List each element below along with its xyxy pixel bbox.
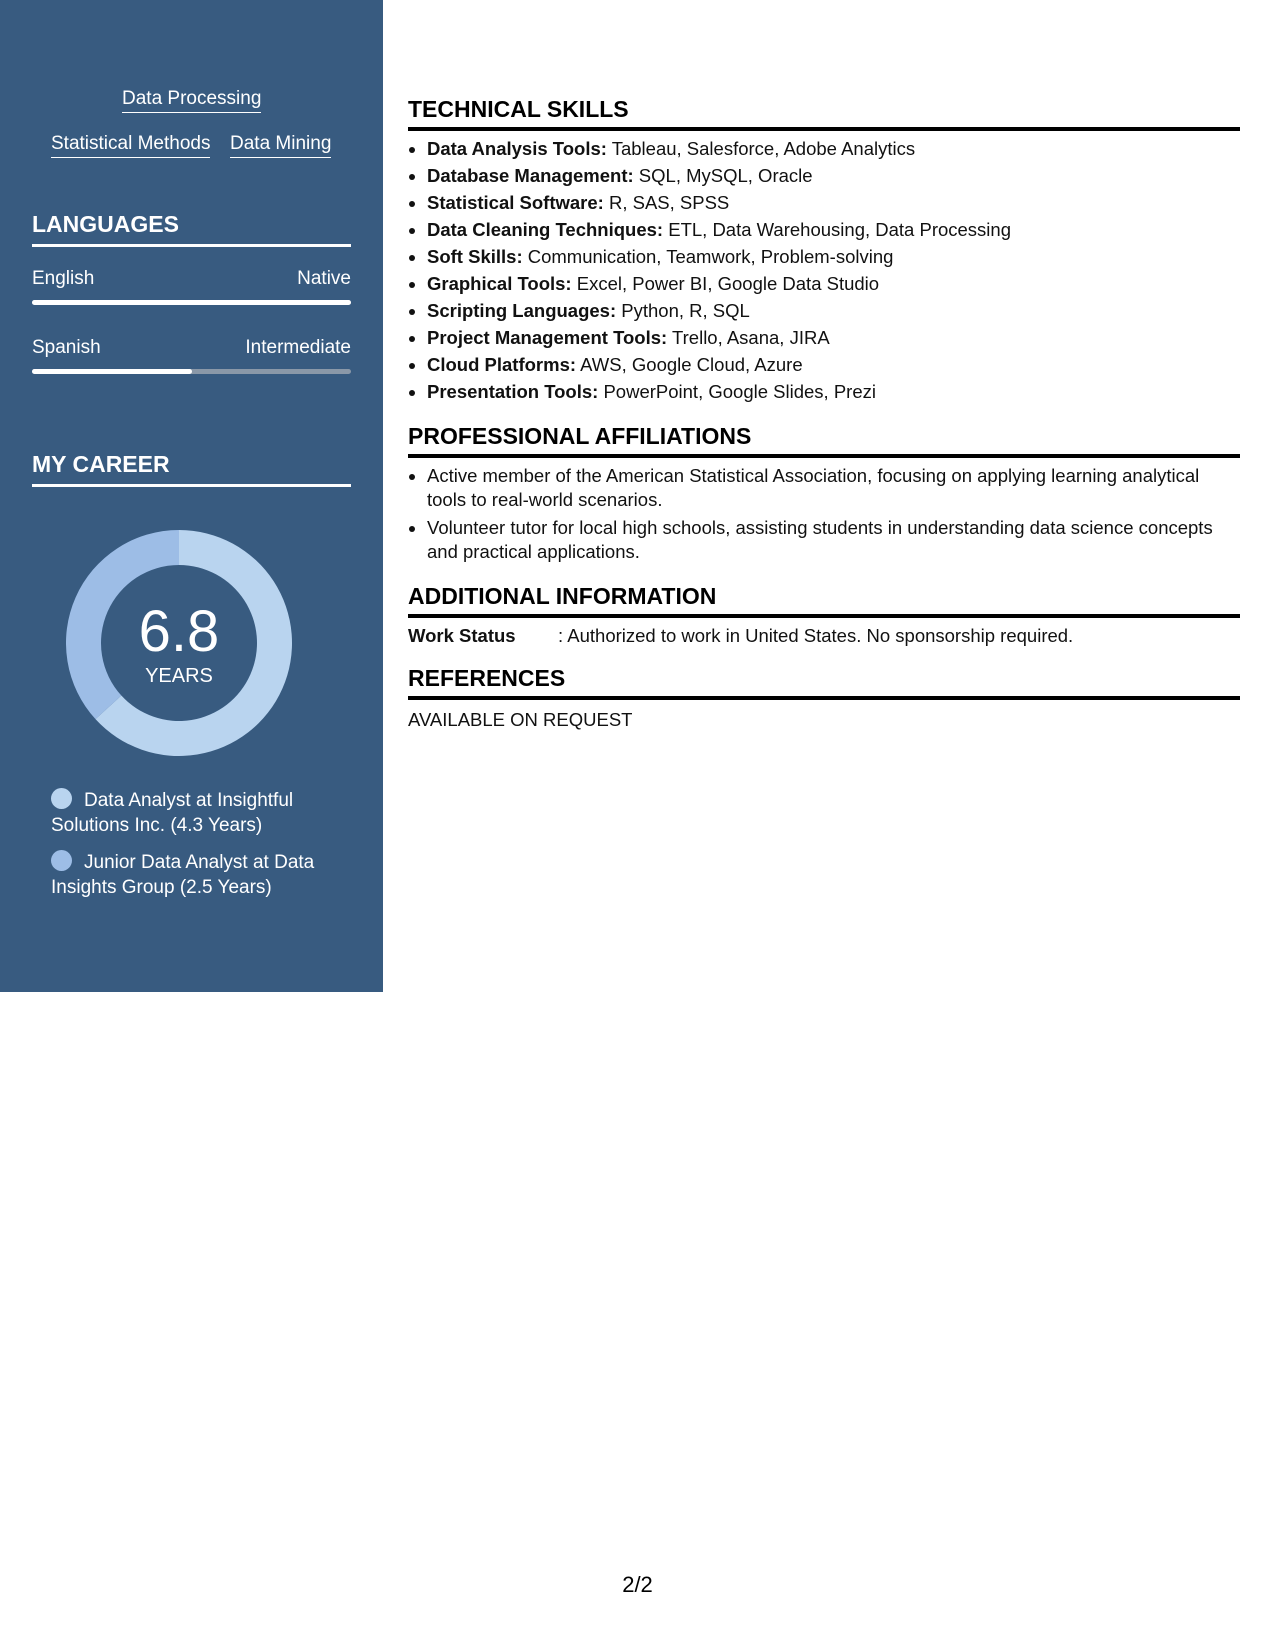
affiliations-list — [408, 464, 1240, 568]
technical-skill-item — [427, 189, 1240, 216]
technical-skill-item — [427, 243, 1240, 270]
technical-skill-item — [427, 351, 1240, 378]
career-item — [51, 850, 331, 900]
career-total-unit: YEARS — [145, 665, 213, 687]
technical-skill-value: Excel, Power BI, Google Data Studio — [576, 273, 880, 294]
technical-skill-label: Scripting Languages: — [427, 300, 617, 321]
language-proficiency-fill — [32, 369, 192, 374]
technical-skill-value: Communication, Teamwork, Problem-solving — [527, 246, 894, 267]
career-item — [51, 788, 331, 838]
technical-skill-value: R, SAS, SPSS — [608, 192, 730, 213]
language-proficiency-fill — [32, 300, 351, 305]
language-proficiency-bar — [32, 300, 351, 305]
career-dot-icon — [51, 788, 72, 809]
technical-skill-label: Cloud Platforms: — [427, 354, 577, 375]
skill-tag-statistical-methods: Statistical Methods — [51, 133, 210, 158]
technical-skill-item — [427, 270, 1240, 297]
technical-skill-item — [427, 216, 1240, 243]
technical-skills-list — [408, 135, 1240, 405]
career-item-label: Junior Data Analyst at Data Insights Group (2.5 Years) — [51, 852, 315, 898]
additional-info-heading: ADDITIONAL INFORMATION — [408, 582, 1240, 618]
language-level: Intermediate — [245, 337, 351, 358]
technical-skill-value: Python, R, SQL — [621, 300, 750, 321]
technical-skill-item — [427, 324, 1240, 351]
technical-skill-item — [427, 378, 1240, 405]
references-heading: REFERENCES — [408, 664, 1240, 700]
page-number: 2/2 — [622, 1572, 653, 1597]
languages-heading: LANGUAGES — [32, 210, 351, 247]
technical-skill-label: Project Management Tools: — [427, 327, 668, 348]
career-donut-chart — [66, 530, 292, 756]
language-name: English — [32, 268, 95, 289]
technical-skill-label: Data Cleaning Techniques: — [427, 219, 664, 240]
career-item-label: Data Analyst at Insightful Solutions Inc. (4.3 Years) — [51, 790, 294, 836]
language-name: Spanish — [32, 337, 101, 358]
technical-skill-value: AWS, Google Cloud, Azure — [580, 354, 803, 375]
technical-skill-item — [427, 135, 1240, 162]
technical-skill-label: Data Analysis Tools: — [427, 138, 607, 159]
language-level: Native — [297, 268, 351, 289]
technical-skill-label: Soft Skills: — [427, 246, 523, 267]
language-proficiency-bar — [32, 369, 351, 374]
references-text: AVAILABLE ON REQUEST — [408, 709, 633, 730]
career-heading: MY CAREER — [32, 450, 351, 487]
work-status-value: : Authorized to work in United States. No sponsorship required. — [558, 625, 1074, 646]
technical-skill-value: Trello, Asana, JIRA — [672, 327, 830, 348]
technical-skill-label: Graphical Tools: — [427, 273, 572, 294]
technical-skill-label: Presentation Tools: — [427, 381, 599, 402]
technical-skill-label: Database Management: — [427, 165, 634, 186]
career-total-value: 6.8 — [138, 599, 220, 664]
technical-skill-value: Tableau, Salesforce, Adobe Analytics — [611, 138, 916, 159]
technical-skill-value: SQL, MySQL, Oracle — [638, 165, 813, 186]
technical-skill-value: PowerPoint, Google Slides, Prezi — [603, 381, 876, 402]
technical-skill-item — [427, 162, 1240, 189]
affiliations-heading: PROFESSIONAL AFFILIATIONS — [408, 422, 1240, 458]
technical-skill-value: ETL, Data Warehousing, Data Processing — [668, 219, 1011, 240]
skill-tag-data-mining: Data Mining — [230, 133, 331, 158]
sidebar — [0, 0, 383, 992]
skill-tag-data-processing: Data Processing — [122, 88, 261, 113]
list-item: • Volunteer tutor for local high schools, assisting students in understanding data science concepts and practical applications. — [427, 516, 1240, 564]
technical-skill-item — [427, 297, 1240, 324]
list-item: • Active member of the American Statistical Association, focusing on applying learning analytical tools to real-world scenarios. — [427, 464, 1240, 512]
career-dot-icon — [51, 850, 72, 871]
technical-skill-label: Statistical Software: — [427, 192, 604, 213]
work-status-label: Work Status — [408, 625, 516, 646]
technical-skills-heading: TECHNICAL SKILLS — [408, 95, 1240, 131]
